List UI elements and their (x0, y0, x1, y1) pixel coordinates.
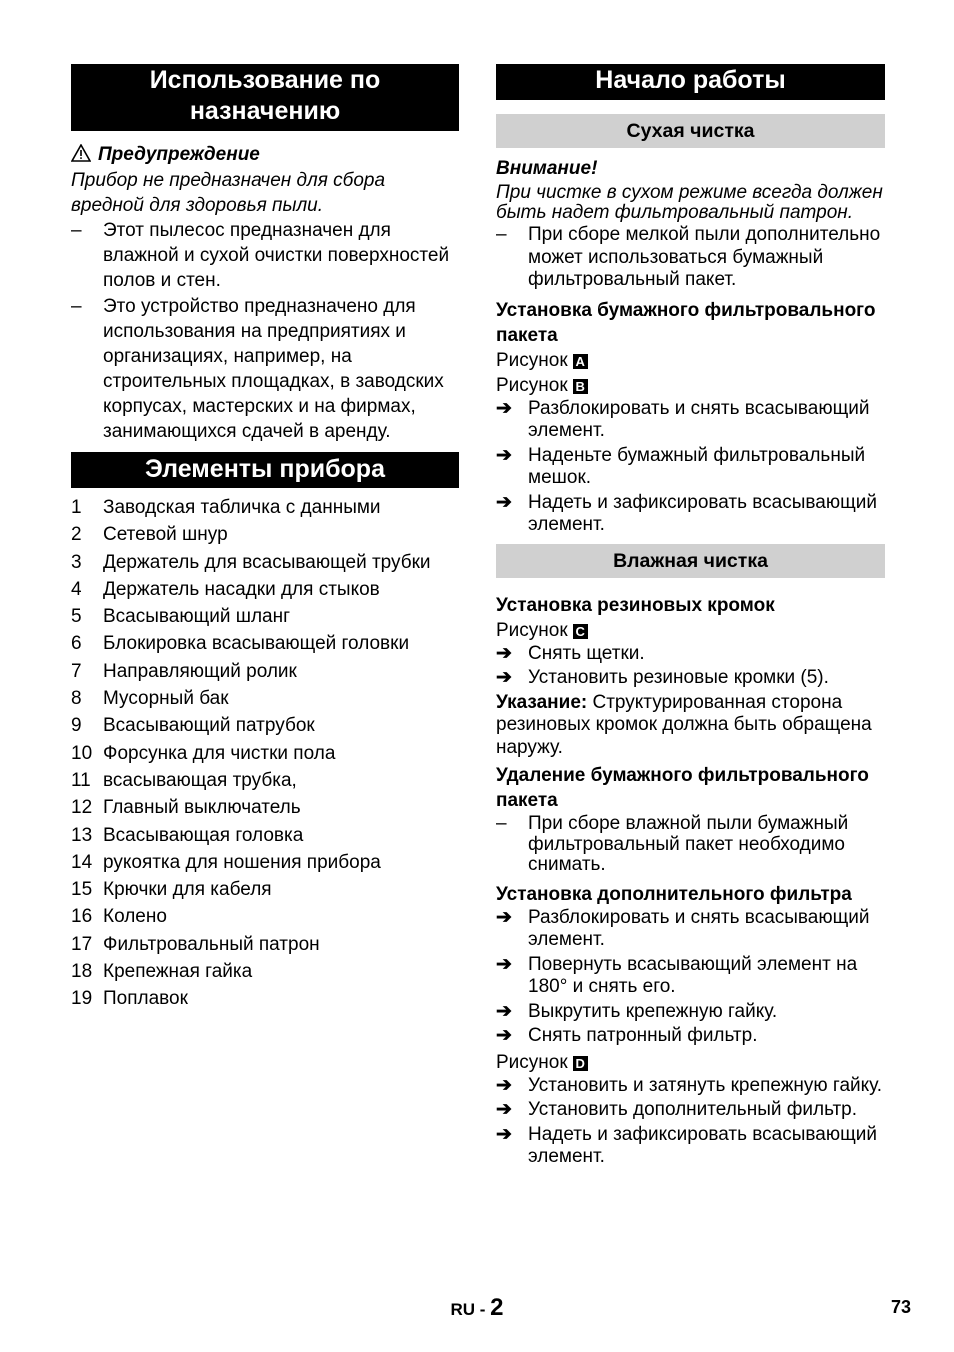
element-label: Сетевой шнур (103, 524, 228, 546)
dash-marker: – (496, 813, 507, 834)
list-item-text: Этот пылесос предназначен для влажной и сухой очистки поверхностей полов и стен. (103, 220, 450, 291)
figure-word: Рисунок (496, 374, 568, 396)
arrow-right-icon: ➔ (496, 953, 512, 975)
heading-device-elements: Элементы прибора (71, 452, 459, 488)
element-number: 2 (71, 524, 82, 546)
element-label: Всасывающий патрубок (103, 715, 315, 737)
step-text: Разблокировать и снять всасывающий элемент. (528, 906, 870, 950)
step-item (496, 907, 885, 952)
arrow-right-icon: ➔ (496, 642, 512, 664)
element-number: 6 (71, 633, 82, 655)
note-text: Структурированная сторона резиновых кромок должна быть обращена наружу. (496, 691, 872, 758)
warning-triangle-icon (71, 144, 91, 162)
warning-title: Предупреждение (98, 144, 260, 165)
arrow-right-icon: ➔ (496, 906, 512, 928)
arrow-right-icon: ➔ (496, 1123, 512, 1145)
arrow-right-icon: ➔ (496, 1074, 512, 1096)
element-label: Крючки для кабеля (103, 879, 272, 901)
element-label: Колено (103, 906, 167, 928)
element-list-item (71, 931, 459, 958)
dash-marker: – (71, 220, 82, 241)
dash-marker: – (496, 224, 507, 245)
extra-filter-steps (496, 907, 885, 1048)
step-text: Снять патронный фильтр. (528, 1025, 758, 1046)
element-list-item (71, 903, 459, 930)
figure-word: Рисунок (496, 619, 568, 641)
element-number: 9 (71, 715, 82, 737)
step-text: Повернуть всасывающий элемент на 180° и снять его. (528, 953, 858, 997)
element-number: 17 (71, 933, 93, 955)
page-footer-section (0, 1294, 954, 1322)
element-list-item (71, 576, 459, 603)
figure-ref-d (496, 1050, 885, 1075)
element-number: 8 (71, 688, 82, 710)
step-text: Снять щетки. (528, 642, 645, 664)
element-number: 10 (71, 742, 93, 764)
element-number: 5 (71, 606, 82, 628)
arrow-right-icon: ➔ (496, 667, 512, 688)
note-paragraph (496, 692, 885, 760)
element-label: Форсунка для чистки пола (103, 742, 336, 764)
element-list-item (71, 603, 459, 630)
element-number: 1 (71, 497, 82, 518)
list-item (496, 224, 885, 292)
element-label: Фильтровальный патрон (103, 933, 320, 955)
figure-d-badge: D (573, 1056, 588, 1071)
figure-word: Рисунок (496, 349, 568, 371)
step-item (496, 1001, 885, 1024)
element-list-item (71, 849, 459, 876)
list-item (71, 294, 459, 444)
element-label: рукоятка для ношения прибора (103, 851, 381, 873)
step-text: Надеть и зафиксировать всасывающий элемент. (528, 1123, 877, 1167)
step-item (496, 492, 885, 537)
subheading-dry-cleaning: Сухая чистка (496, 114, 885, 148)
element-list-item (71, 712, 459, 739)
extra-filter-steps-2 (496, 1075, 885, 1169)
element-number: 12 (71, 797, 93, 819)
element-list-item (71, 958, 459, 985)
element-number: 4 (71, 578, 82, 600)
footer-section-number: 2 (490, 1294, 504, 1321)
figure-c-badge: C (573, 624, 588, 639)
figure-ref-a (496, 348, 885, 373)
arrow-right-icon: ➔ (496, 491, 512, 513)
figure-b-badge: B (573, 379, 588, 394)
element-list-item (71, 822, 459, 849)
element-list-item (71, 521, 459, 548)
footer-separator: - (475, 1300, 491, 1319)
rubber-lips-title: Установка резиновых кромок (496, 594, 775, 616)
element-list-item (71, 985, 459, 1012)
figure-ref-b (496, 373, 885, 398)
element-number: 3 (71, 551, 82, 573)
list-item-text: При сборе влажной пыли бумажный фильтровальный пакет необходимо снимать. (528, 813, 849, 875)
element-list-item (71, 876, 459, 903)
rubber-steps (496, 643, 885, 690)
step-item (496, 1099, 885, 1122)
step-item (496, 1124, 885, 1169)
extra-filter-title: Установка дополнительного фильтра (496, 883, 852, 905)
element-list-item (71, 685, 459, 712)
attention-label: Внимание! (496, 158, 598, 179)
element-label: Заводская табличка с данными (103, 497, 381, 518)
warning-heading (71, 142, 459, 167)
step-item (496, 954, 885, 999)
heading-start-operation: Начало работы (496, 64, 885, 100)
step-item (496, 643, 885, 666)
figure-a-badge: A (573, 354, 588, 369)
element-list-item (71, 549, 459, 576)
element-number: 13 (71, 824, 93, 846)
step-text: Наденьте бумажный фильтровальный мешок. (528, 444, 866, 488)
element-label: Главный выключатель (103, 797, 301, 819)
element-number: 16 (71, 906, 93, 928)
element-number: 19 (71, 988, 93, 1010)
page-number: 73 (891, 1297, 912, 1317)
element-list-item (71, 740, 459, 767)
list-item (496, 814, 885, 876)
list-item-text: При сборе мелкой пыли дополнительно может использоваться бумажный фильтровальный пакет. (528, 224, 881, 290)
element-list-item (71, 767, 459, 794)
arrow-right-icon: ➔ (496, 1099, 512, 1120)
remove-paper-bag-title: Удаление бумажного фильтровального пакета (496, 765, 869, 811)
subheading-wet-cleaning: Влажная чистка (496, 544, 885, 578)
step-item (496, 398, 885, 443)
element-label: Всасывающий шланг (103, 606, 291, 628)
attention-text: При чистке в сухом режиме всегда должен быть надет фильтровальный патрон. (496, 182, 883, 223)
element-number: 15 (71, 879, 93, 901)
element-label: Крепежная гайка (103, 961, 253, 983)
element-number: 7 (71, 660, 82, 682)
step-item (496, 1075, 885, 1098)
element-label: Блокировка всасывающей головки (103, 633, 410, 655)
element-label: Держатель для всасывающей трубки (103, 551, 431, 573)
element-number: 14 (71, 851, 93, 873)
list-item-text: Это устройство предназначено для использования на предприятиях и организациях, например, на строительных площадках, в заводских корпусах, мастерских и на фирмах, занимающихся сдачей в аренду. (103, 296, 444, 442)
element-number: 11 (71, 769, 91, 791)
arrow-right-icon: ➔ (496, 1025, 512, 1046)
step-item (496, 445, 885, 490)
dash-marker: – (71, 296, 82, 317)
step-text: Установить резиновые кромки (5). (528, 667, 829, 688)
warning-text: Прибор не предназначен для сбора вредной для здоровья пыли. (71, 170, 386, 216)
note-label: Указание: (496, 691, 588, 713)
step-text: Установить дополнительный фильтр. (528, 1099, 858, 1120)
element-label: всасывающая трубка, (103, 769, 297, 791)
element-label: Мусорный бак (103, 688, 229, 710)
footer-lang: RU (450, 1300, 476, 1319)
step-text: Надеть и зафиксировать всасывающий элемент. (528, 491, 877, 535)
elements-list (71, 494, 459, 1013)
arrow-right-icon: ➔ (496, 444, 512, 466)
step-text: Разблокировать и снять всасывающий элемент. (528, 397, 870, 441)
element-label: Направляющий ролик (103, 660, 297, 682)
arrow-right-icon: ➔ (496, 1000, 512, 1022)
step-item (496, 667, 885, 690)
element-list-item (71, 658, 459, 685)
install-paper-bag-title: Установка бумажного фильтровального пакета (496, 299, 876, 346)
heading-intended-use: Использование по назначению (71, 64, 459, 131)
element-number: 18 (71, 961, 93, 983)
install-paper-steps (496, 398, 885, 537)
step-item (496, 1025, 885, 1048)
left-column (71, 64, 459, 1013)
element-label: Всасывающая головка (103, 824, 304, 846)
element-label: Держатель насадки для стыков (103, 578, 380, 600)
element-list-item (71, 794, 459, 821)
step-text: Установить и затянуть крепежную гайку. (528, 1074, 883, 1096)
figure-word: Рисунок (496, 1051, 568, 1073)
element-list-item (71, 630, 459, 657)
element-label: Поплавок (103, 988, 188, 1010)
list-item (71, 218, 459, 293)
figure-ref-c (496, 618, 885, 643)
step-text: Выкрутить крепежную гайку. (528, 1000, 778, 1022)
right-column (496, 64, 885, 1171)
element-list-item (71, 494, 459, 521)
arrow-right-icon: ➔ (496, 397, 512, 419)
